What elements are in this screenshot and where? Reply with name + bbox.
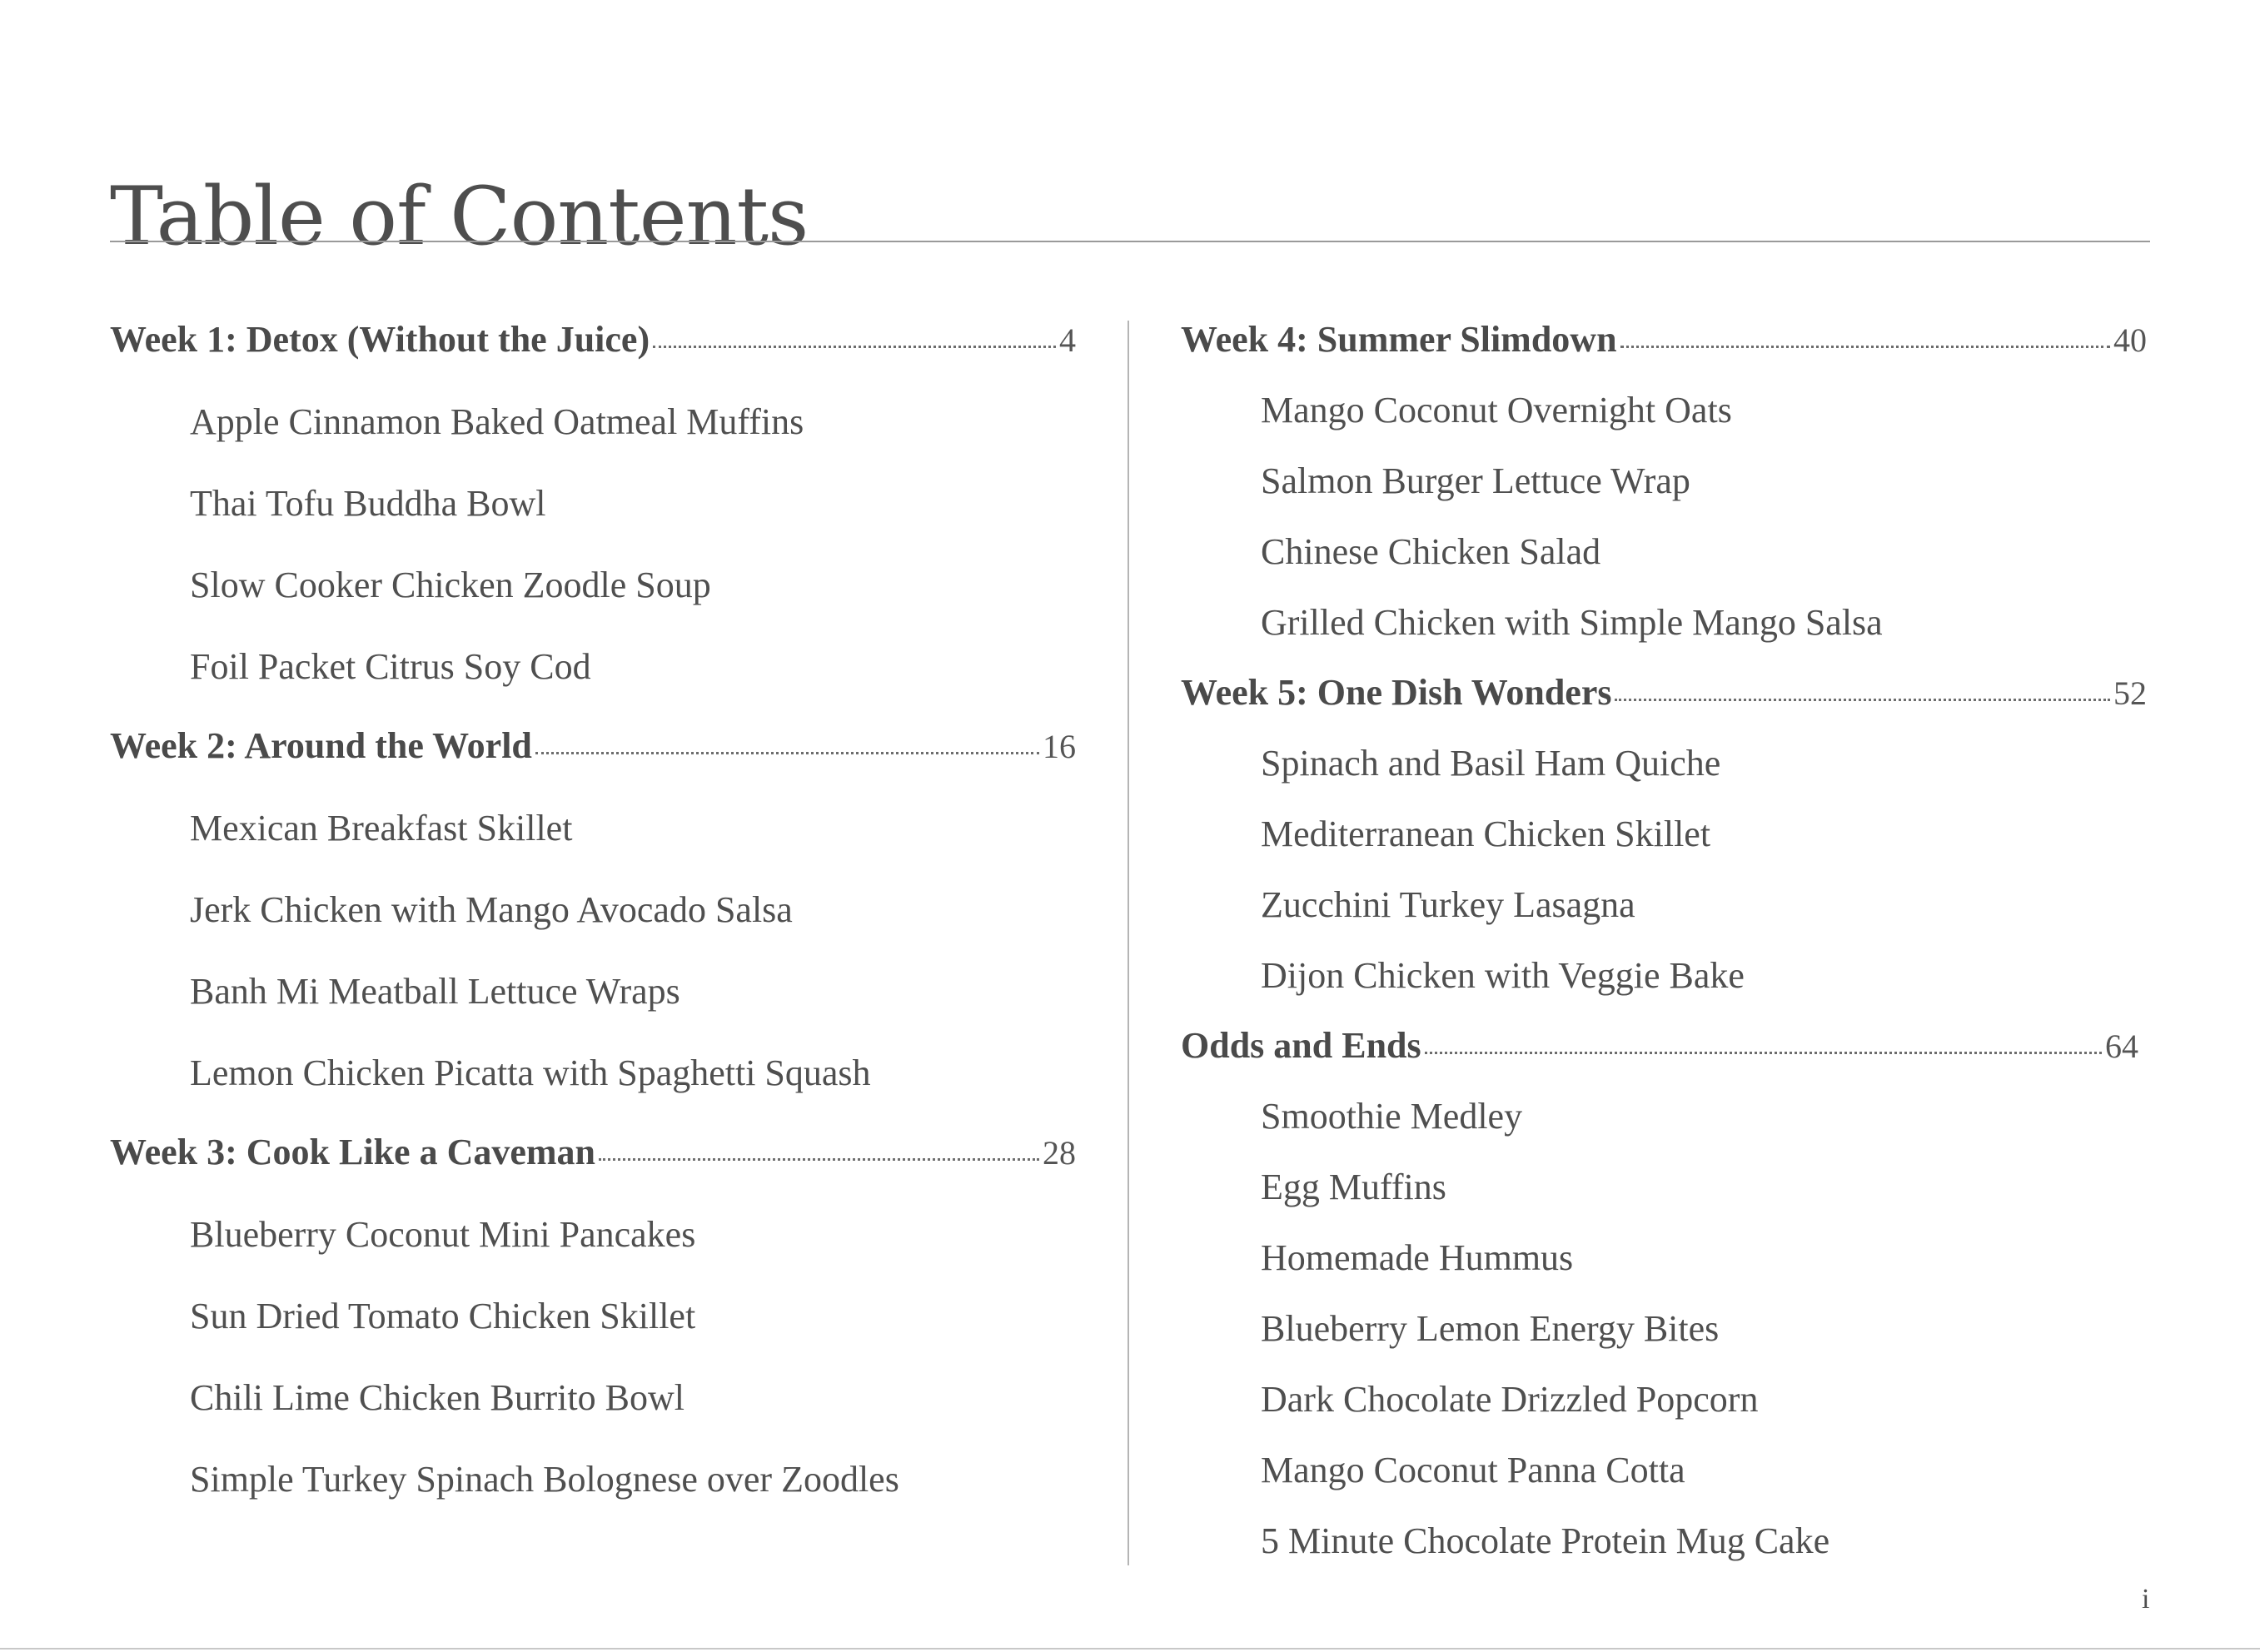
toc-item[interactable]: Dark Chocolate Drizzled Popcorn (1261, 1379, 1759, 1420)
toc-item[interactable]: Banh Mi Meatball Lettuce Wraps (190, 971, 680, 1012)
page-title: Table of Contents (110, 170, 809, 264)
dot-leader (1425, 1052, 2102, 1054)
toc-item[interactable]: Zucchini Turkey Lasagna (1261, 884, 1635, 925)
section-page-number: 64 (2105, 1028, 2138, 1065)
toc-item[interactable]: Spinach and Basil Ham Quiche (1261, 743, 1721, 784)
toc-item[interactable]: Homemade Hummus (1261, 1237, 1574, 1278)
section-title: Odds and Ends (1181, 1025, 1421, 1066)
toc-item[interactable]: Apple Cinnamon Baked Oatmeal Muffins (190, 401, 804, 442)
toc-item[interactable]: Smoothie Medley (1261, 1096, 1523, 1137)
toc-item[interactable]: Foil Packet Citrus Soy Cod (190, 646, 591, 687)
toc-item[interactable]: Salmon Burger Lettuce Wrap (1261, 460, 1690, 501)
toc-item[interactable]: Grilled Chicken with Simple Mango Salsa (1261, 602, 1883, 643)
section-title: Week 5: One Dish Wonders (1181, 672, 1612, 713)
dot-leader (1615, 699, 2110, 701)
toc-item[interactable]: Slow Cooker Chicken Zoodle Soup (190, 565, 711, 605)
toc-item[interactable]: Chili Lime Chicken Burrito Bowl (190, 1377, 684, 1418)
section-title: Week 4: Summer Slimdown (1181, 319, 1617, 360)
toc-item[interactable]: Sun Dried Tomato Chicken Skillet (190, 1296, 696, 1336)
section-page-number: 16 (1043, 728, 1076, 765)
toc-section-heading[interactable] (1181, 1025, 2138, 1066)
toc-item[interactable]: Mango Coconut Panna Cotta (1261, 1450, 1685, 1490)
dot-leader (1620, 346, 2110, 348)
toc-item[interactable]: Thai Tofu Buddha Bowl (190, 483, 546, 524)
section-title: Week 3: Cook Like a Caveman (110, 1132, 595, 1172)
toc-item[interactable]: Blueberry Coconut Mini Pancakes (190, 1214, 696, 1255)
toc-item[interactable]: Mango Coconut Overnight Oats (1261, 390, 1732, 430)
page-bottom-edge (0, 1648, 2260, 1650)
section-page-number: 40 (2113, 321, 2147, 359)
section-title: Week 1: Detox (Without the Juice) (110, 319, 650, 360)
section-title: Week 2: Around the World (110, 725, 532, 766)
toc-item[interactable]: Lemon Chicken Picatta with Spaghetti Squash (190, 1052, 871, 1093)
toc-item[interactable]: Mediterranean Chicken Skillet (1261, 814, 1711, 854)
toc-section-heading[interactable] (1181, 674, 2147, 711)
toc-section-heading[interactable] (1181, 321, 2147, 358)
toc-item[interactable]: Jerk Chicken with Mango Avocado Salsa (190, 889, 793, 930)
toc-item[interactable]: Chinese Chicken Salad (1261, 531, 1601, 572)
toc-item[interactable]: Blueberry Lemon Energy Bites (1261, 1308, 1720, 1349)
section-page-number: 28 (1043, 1134, 1076, 1172)
section-page-number: 4 (1059, 321, 1076, 359)
toc-item[interactable]: Simple Turkey Spinach Bolognese over Zoodles (190, 1459, 899, 1500)
page-number: i (2142, 1584, 2150, 1615)
toc-item[interactable]: Mexican Breakfast Skillet (190, 808, 573, 848)
toc-item[interactable]: Egg Muffins (1261, 1167, 1446, 1207)
toc-item[interactable]: Dijon Chicken with Veggie Bake (1261, 955, 1745, 996)
section-page-number: 52 (2113, 674, 2147, 712)
toc-item[interactable]: 5 Minute Chocolate Protein Mug Cake (1261, 1520, 1830, 1561)
